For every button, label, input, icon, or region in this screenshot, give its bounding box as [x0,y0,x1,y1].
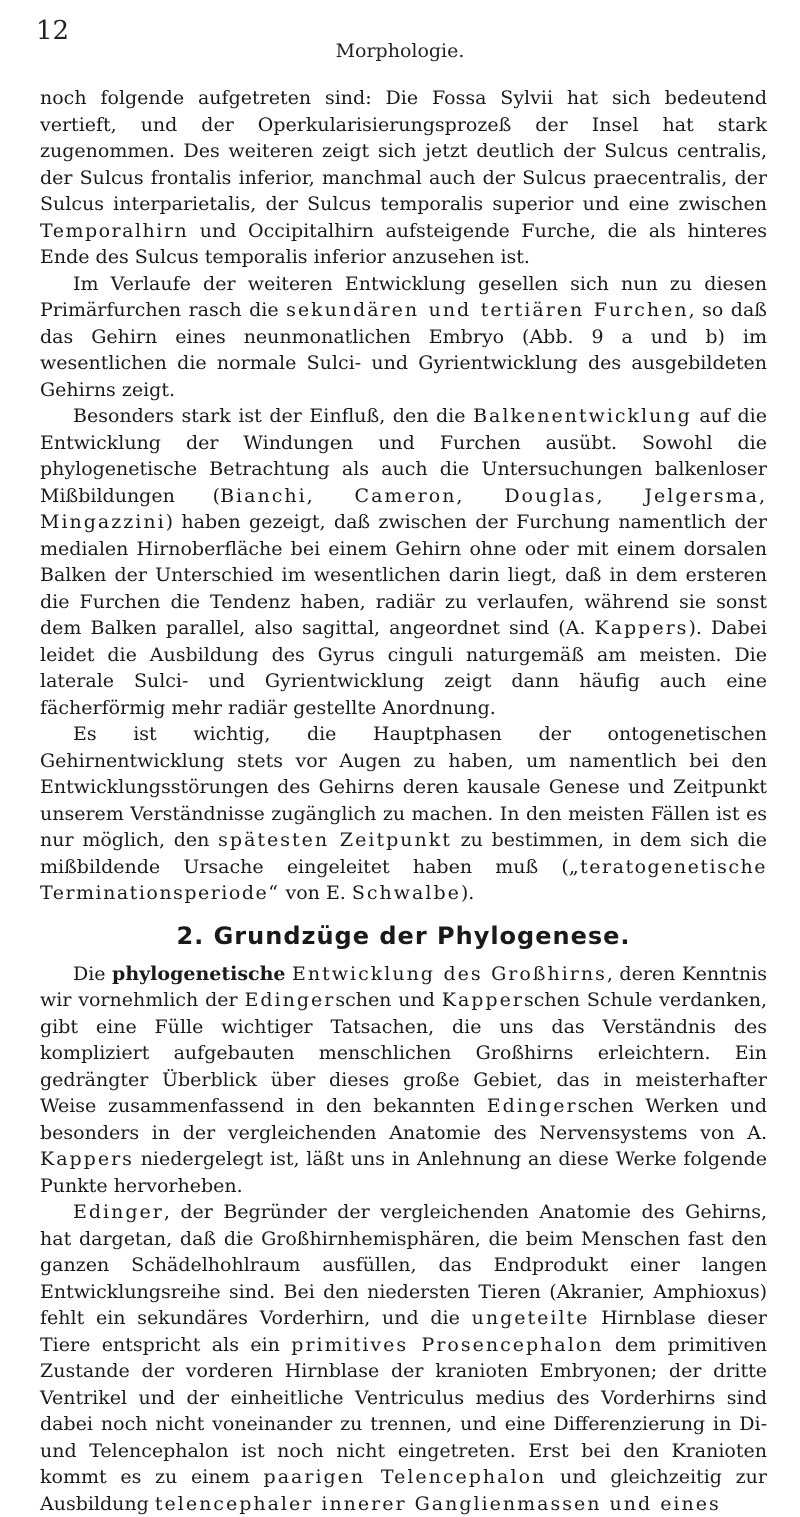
p4-text-e: von E. [279,882,352,904]
p1-text-a: noch folgende aufgetreten sind: Die Fossa Sylvii hat sich bedeutend vertieft, und der Operkularisierungsprozeß der Insel hat stark zugenommen. Des weiteren zeigt sich jetzt deutlich der Sulcus centralis, der Sulcus frontalis inferior, manchmal auch der Sulcus praecentralis, der Sulcus interparietalis, der Sulcus temporalis superior und eine zwischen [40,87,767,215]
p4-text-g: ). [460,882,475,904]
p5-text-g: schen und [335,989,442,1011]
p3-text-e: ) haben gezeigt, daß zwischen der Furchung namentlich der medialen Hirnoberfläche bei einem Gehirn ohne oder mit einem dorsalen Balken der Unterschied im wesentlichen darin liegt, daß in dem ersteren die Furchen die Tendenz haben, radiär zu verlaufen, während sie sonst dem Balken parallel, also sagittal, angeordnet sind (A. [40,511,767,639]
p3-emphasis: Balkenentwicklung [473,405,692,427]
p4-author-schwalbe: Schwalbe [351,882,461,904]
p5-text-i: schen Schule verdanken, gibt eine Fülle wichtiger Tatsachen, die uns das Verständnis des kompliziert aufgebauten menschlichen Großhirns erleichtern. Ein gedrängter Überblick über dieses große Gebiet, das in meisterhafter Weise zusammenfassend in den bekannten [40,989,768,1117]
p3-author-names: Bianchi, Cameron, Douglas, Jelgersma, Mingazzini [40,484,767,533]
p3-author-kappers: Kappers [594,617,689,639]
page-number: 12 [36,16,70,46]
p5-text-k: schen Werken und besonders in der vergleichenden Anatomie des Nervensystems von A. [40,1095,768,1144]
p5-author-edinger: Edinger [244,989,336,1011]
p6-emphasis-ungeteilte: ungeteilte [471,1307,590,1329]
paragraph-2 [40,271,767,404]
p5-text-e: , deren Kenntnis wir vornehmlich der [40,962,767,1011]
p6-text-b: , der Begründer der vergleichenden Anatomie des Gehirns, hat dargetan, daß die Großhirnhemisphären, die beim Menschen fast den ganzen Schädelhohlraum ausfüllen, das Endprodukt einer langen Entwicklungsreihe sind. Bei den niedersten Tieren (Akranier, Amphioxus) fehlt ein sekundäres Vorderhirn, und die [40,1201,767,1329]
p5-author-edinger-2: Edinger [486,1095,578,1117]
p6-text-d: Hirnblase dieser Tiere entspricht als ein [40,1307,767,1356]
p6-text-f: dem primitiven Zustande der vorderen Hirnblase der kranioten Embryonen; der dritte Ventrikel und der einheitliche Ventriculus medius des Vorderhirns sind dabei noch nicht voneinander zu trennen, und eine Differenzierung in Di- und Telencephalon ist noch nicht eingetreten. Erst bei den Kranioten kommt es zu einem [40,1333,767,1488]
p2-emphasis: sekundären und tertiären Furchen [286,299,689,321]
p5-text-m: niedergelegt ist, läßt uns in Anlehnung an diese Werke folgende Punkte hervorheben. [40,1148,767,1197]
paragraph-5 [40,961,767,1200]
p5-bold-term: phylogenetische [112,962,286,985]
p6-emphasis-ganglien: telencephaler innerer Ganglienmassen und eines [154,1492,721,1515]
p2-text-c: , so daß das Gehirn eines neunmonatlichen Embryo (Abb. 9 a und b) im wesentlichen die normale Sulci- und Gyrientwicklung des ausgebildeten Gehirns zeigt. [40,299,767,401]
p5-author-kapper: Kapper [441,989,524,1011]
p4-emphasis: spätesten Zeitpunkt [218,829,452,851]
p6-emphasis-telencephalon: paarigen Telencephalon [263,1466,547,1488]
p5-text-a: Die [73,962,113,985]
section-heading: 2. Grundzüge der Phylogenese. [176,921,631,950]
paragraph-1 [40,85,767,271]
paragraph-6 [40,1199,767,1517]
p5-emphasis: Entwicklung des Großhirns [292,962,607,985]
p6-author-edinger: Edinger [73,1201,164,1223]
p6-emphasis-prosencephalon: primitives Prosencephalon [291,1333,604,1356]
paragraph-3 [40,403,767,721]
p1-text-c: und Occipitalhirn aufsteigende Furche, die als hinteres Ende des Sulcus temporalis inferior anzusehen ist. [40,219,767,268]
p3-text-a: Besonders stark ist der Einfluß, den die [73,405,474,427]
p6-text-h: und gleichzeitig zur Ausbildung [40,1466,767,1515]
p5-author-kappers: Kappers [40,1148,134,1170]
p4-term: „teratogenetische Terminationsperiode“ [40,855,767,904]
p1-text-b: Temporalhirn [40,219,189,242]
p3-text-g: ). Dabei leidet die Ausbildung des Gyrus cinguli naturgemäß am meisten. Die laterale Sulci- und Gyrientwicklung zeigt dann häufig auch eine fächerförmig mehr radiär gestellte Anordnung. [40,617,767,719]
running-head: Morphologie. [335,40,465,62]
body-text [40,85,767,1517]
paragraph-4 [40,721,767,907]
p4-text-a: Es ist wichtig, die Hauptphasen der ontogenetischen Gehirnentwicklung stets vor Augen zu haben, um namentlich bei den Entwicklungsstörungen des Gehirns deren kausale Genese und Zeitpunkt unserem Verständnisse zugänglich zu machen. In den meisten Fällen ist es nur möglich, den [40,723,767,851]
p3-text-c: auf die Entwicklung der Windungen und Furchen ausübt. Sowohl die phylogenetische Betrachtung als auch die Untersuchungen balkenloser Mißbildungen ( [40,405,767,507]
p4-text-c: zu bestimmen, in dem sich die mißbildende Ursache eingeleitet haben muß ( [40,829,767,878]
p2-text-a: Im Verlaufe der weiteren Entwicklung gesellen sich nun zu diesen Primärfurchen rasch die [40,272,767,321]
